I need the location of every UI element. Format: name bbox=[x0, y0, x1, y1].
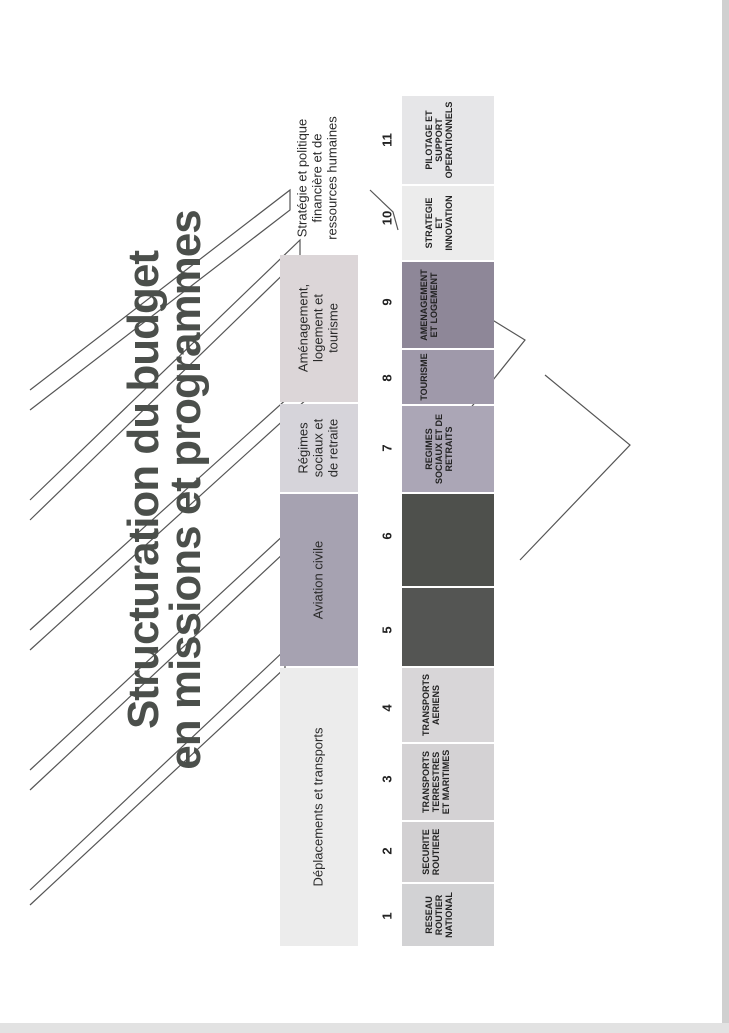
programme-number-8: 8 bbox=[379, 374, 395, 382]
programme-number-6: 6 bbox=[379, 532, 395, 540]
programme-4-block bbox=[402, 668, 494, 742]
programme-11-label: PILOTAGE ET SUPPORT OPERATIONNELS bbox=[424, 101, 454, 179]
mission-deplacements-label: Déplacements et transports bbox=[310, 727, 326, 887]
title-line-2: en missions et programmes bbox=[161, 210, 210, 770]
mission-regimes-label: Régimes sociaux et de retraite bbox=[295, 418, 341, 478]
programme-number-3: 3 bbox=[379, 775, 395, 783]
programme-number-2: 2 bbox=[379, 847, 395, 855]
programme-number-10: 10 bbox=[379, 210, 395, 226]
programme-number-4: 4 bbox=[379, 704, 395, 712]
programme-number-7: 7 bbox=[379, 444, 395, 452]
programme-10-label: STRATEGIE ET INNOVATION bbox=[424, 195, 454, 251]
programme-1-label: RESEAU ROUTIER NATIONAL bbox=[424, 892, 454, 938]
title-line-1: Structuration du budget bbox=[119, 250, 169, 730]
mission-aviation-label: Aviation civile bbox=[310, 540, 326, 620]
programme-7-label: REGIMES SOCIAUX ET DE RETRAITS bbox=[424, 413, 454, 485]
programme-number-9: 9 bbox=[379, 298, 395, 306]
programme-4-label: TRANSPORTS AERIENS bbox=[421, 673, 441, 737]
programme-number-1: 1 bbox=[379, 912, 395, 920]
programme-9-label: AMENAGEMENT ET LOGEMENT bbox=[419, 269, 439, 341]
page-title bbox=[119, 210, 210, 770]
programme-number-5: 5 bbox=[379, 626, 395, 634]
programme-5-block bbox=[402, 588, 494, 666]
programme-8-block bbox=[402, 350, 494, 404]
programme-6-block bbox=[402, 494, 494, 586]
mission-amenagement-label: Aménagement, logement et tourisme bbox=[295, 283, 341, 373]
programme-2-label: SECURITE ROUTIERE bbox=[421, 828, 441, 876]
mission-strategie-label: Stratégie et politique financière et de ressources humaines bbox=[294, 116, 340, 240]
programme-number-11: 11 bbox=[379, 133, 395, 147]
programme-3-label: TRANSPORTS TERRESTRES ET MARITIMES bbox=[421, 749, 451, 815]
programme-2-block bbox=[402, 822, 494, 882]
programme-9-block bbox=[402, 262, 494, 348]
programme-8-label: TOURISME bbox=[419, 353, 430, 401]
